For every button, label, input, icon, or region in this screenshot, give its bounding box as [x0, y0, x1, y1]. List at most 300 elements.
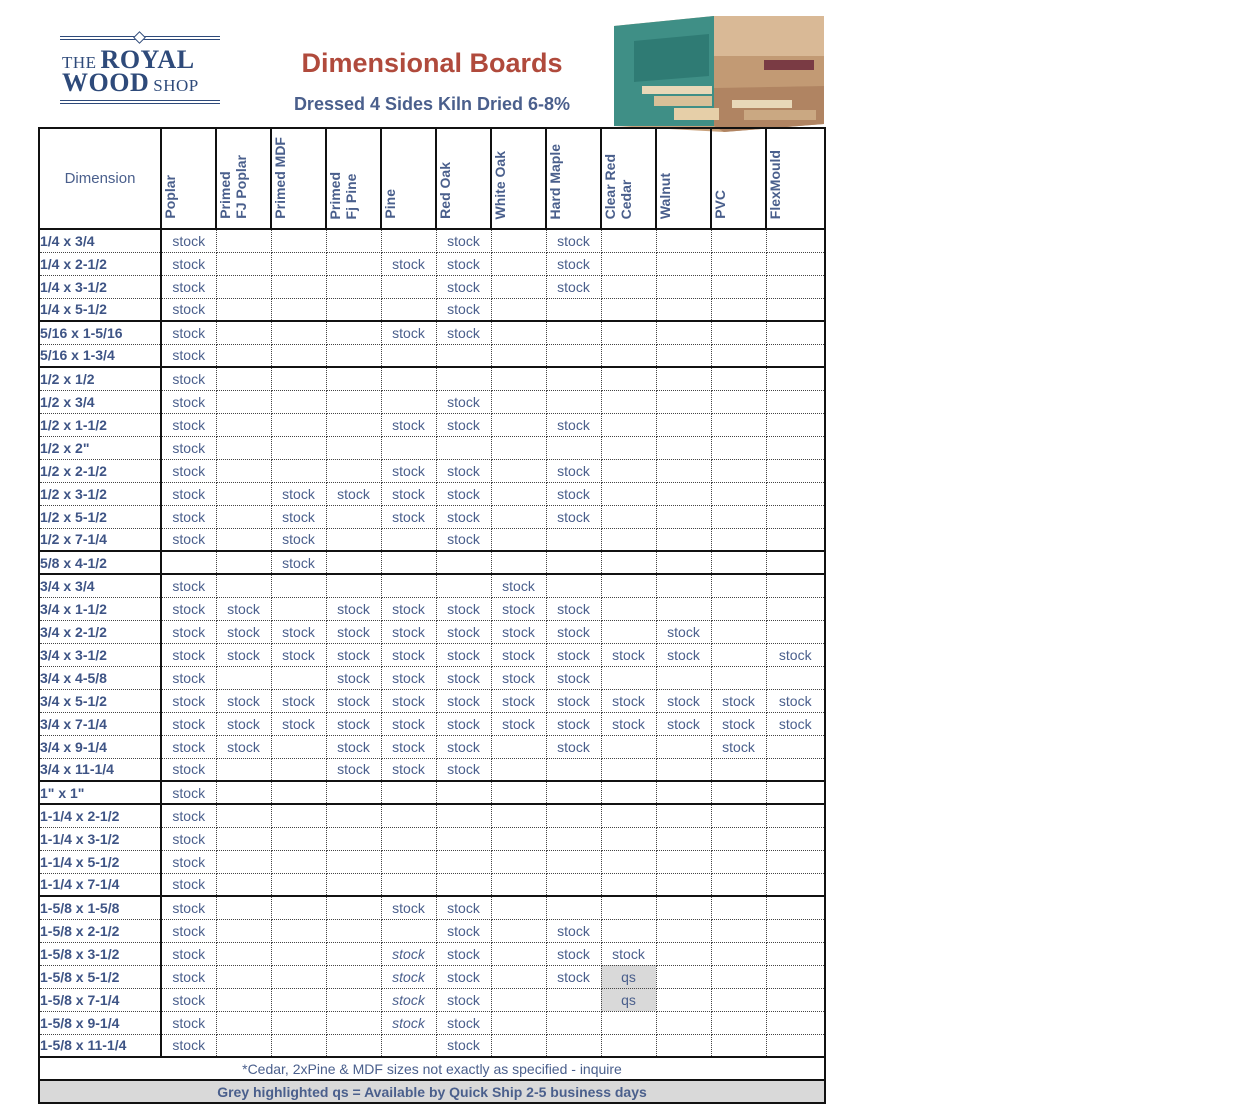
- stock-cell: [546, 574, 601, 597]
- stock-cell: [656, 1034, 711, 1057]
- stock-cell: [601, 827, 656, 850]
- stock-cell: [326, 827, 381, 850]
- table-row: [39, 689, 825, 712]
- stock-cell: [491, 482, 546, 505]
- stock-cell: [601, 344, 656, 367]
- stock-cell: [711, 505, 766, 528]
- dimension-cell: 1-1/4 x 3-1/2: [39, 827, 161, 850]
- stock-cell: stock: [161, 666, 216, 689]
- stock-cell: [711, 758, 766, 781]
- stock-cell: [161, 551, 216, 574]
- stock-cell: stock: [546, 919, 601, 942]
- dimension-cell: 5/16 x 1-5/16: [39, 321, 161, 344]
- stock-cell: [656, 666, 711, 689]
- stock-cell: stock: [491, 597, 546, 620]
- stock-cell: stock: [436, 1011, 491, 1034]
- stock-cell: stock: [381, 965, 436, 988]
- stock-cell: stock: [161, 275, 216, 298]
- dimension-cell: 1-5/8 x 7-1/4: [39, 988, 161, 1011]
- stock-cell: [546, 298, 601, 321]
- logo-row2: [62, 68, 199, 98]
- stock-cell: stock: [546, 942, 601, 965]
- stock-cell: [271, 459, 326, 482]
- dimension-header: Dimension: [39, 128, 161, 229]
- stock-cell: [436, 574, 491, 597]
- table-row: [39, 413, 825, 436]
- stock-cell: stock: [161, 965, 216, 988]
- stock-cell: stock: [161, 252, 216, 275]
- wood-boards-image: [614, 16, 824, 132]
- note-row: [39, 1057, 825, 1080]
- stock-cell: [766, 1011, 825, 1034]
- dimension-cell: 1/2 x 3-1/2: [39, 482, 161, 505]
- dimension-cell: 5/16 x 1-3/4: [39, 344, 161, 367]
- stock-cell: [216, 758, 271, 781]
- stock-cell: [326, 252, 381, 275]
- stock-cell: [711, 666, 766, 689]
- stock-cell: stock: [161, 689, 216, 712]
- stock-cell: [381, 275, 436, 298]
- stock-cell: [601, 919, 656, 942]
- stock-cell: [711, 482, 766, 505]
- table-row: [39, 229, 825, 252]
- stock-cell: [271, 413, 326, 436]
- stock-cell: [216, 804, 271, 827]
- stock-cell: [656, 390, 711, 413]
- stock-cell: [271, 597, 326, 620]
- stock-cell: stock: [381, 666, 436, 689]
- dimension-cell: 1/2 x 1-1/2: [39, 413, 161, 436]
- stock-cell: [491, 758, 546, 781]
- stock-cell: [326, 367, 381, 390]
- species-header: [546, 128, 601, 229]
- stock-cell: [711, 1011, 766, 1034]
- stock-cell: stock: [546, 712, 601, 735]
- stock-cell: [766, 413, 825, 436]
- species-header: [326, 128, 381, 229]
- species-label: Walnut: [657, 172, 673, 219]
- stock-cell: [546, 896, 601, 919]
- stock-cell: [381, 367, 436, 390]
- species-header: [766, 128, 825, 229]
- stock-cell: stock: [436, 666, 491, 689]
- stock-cell: stock: [161, 505, 216, 528]
- table-row: [39, 367, 825, 390]
- stock-cell: [381, 551, 436, 574]
- stock-cell: stock: [601, 643, 656, 666]
- stock-cell: stock: [271, 689, 326, 712]
- stock-cell: [711, 436, 766, 459]
- stock-cell: [216, 919, 271, 942]
- stock-cell: [216, 1034, 271, 1057]
- table-row: [39, 850, 825, 873]
- stock-cell: [601, 850, 656, 873]
- dimension-cell: 1/4 x 2-1/2: [39, 252, 161, 275]
- stock-cell: stock: [711, 735, 766, 758]
- dimension-cell: 1/2 x 5-1/2: [39, 505, 161, 528]
- stock-cell: [656, 735, 711, 758]
- stock-cell: [491, 988, 546, 1011]
- stock-cell: stock: [161, 873, 216, 896]
- stock-cell: [601, 597, 656, 620]
- stock-cell: [656, 229, 711, 252]
- table-row: [39, 505, 825, 528]
- stock-cell: [601, 896, 656, 919]
- stock-cell: stock: [601, 942, 656, 965]
- table-row: [39, 1034, 825, 1057]
- stock-cell: [711, 275, 766, 298]
- stock-cell: [491, 459, 546, 482]
- dimension-cell: 3/4 x 2-1/2: [39, 620, 161, 643]
- table-body: [39, 229, 825, 1057]
- stock-cell: [656, 804, 711, 827]
- stock-cell: stock: [161, 988, 216, 1011]
- stock-cell: [326, 850, 381, 873]
- stock-cell: [491, 551, 546, 574]
- species-label: PVC: [712, 190, 728, 219]
- stock-cell: stock: [216, 735, 271, 758]
- stock-cell: stock: [601, 689, 656, 712]
- stock-cell: [656, 505, 711, 528]
- species-header: [161, 128, 216, 229]
- stock-cell: [271, 988, 326, 1011]
- stock-cell: stock: [381, 712, 436, 735]
- stock-cell: [271, 850, 326, 873]
- stock-cell: [381, 390, 436, 413]
- stock-cell: [656, 850, 711, 873]
- stock-cell: [766, 758, 825, 781]
- stock-cell: [656, 873, 711, 896]
- species-header: [491, 128, 546, 229]
- table-row: [39, 965, 825, 988]
- dimension-table: [38, 127, 826, 1104]
- stock-cell: [381, 919, 436, 942]
- stock-cell: [601, 413, 656, 436]
- stock-cell: stock: [216, 597, 271, 620]
- stock-cell: [216, 551, 271, 574]
- stock-cell: stock: [436, 896, 491, 919]
- stock-cell: [766, 666, 825, 689]
- dimension-cell: 3/4 x 5-1/2: [39, 689, 161, 712]
- stock-cell: [326, 942, 381, 965]
- table-row: [39, 988, 825, 1011]
- stock-cell: [656, 965, 711, 988]
- table-row: [39, 275, 825, 298]
- dimension-cell: 3/4 x 4-5/8: [39, 666, 161, 689]
- dimension-cell: 1/2 x 7-1/4: [39, 528, 161, 551]
- stock-cell: stock: [326, 689, 381, 712]
- quickship-row: [39, 1080, 825, 1103]
- stock-cell: [601, 735, 656, 758]
- stock-cell: [326, 528, 381, 551]
- stock-cell: [326, 1034, 381, 1057]
- stock-cell: [271, 735, 326, 758]
- stock-cell: [711, 988, 766, 1011]
- stock-cell: [766, 735, 825, 758]
- stock-cell: stock: [436, 942, 491, 965]
- table-row: [39, 390, 825, 413]
- stock-cell: [656, 1011, 711, 1034]
- stock-cell: [491, 275, 546, 298]
- stock-cell: [216, 252, 271, 275]
- stock-cell: [766, 275, 825, 298]
- stock-cell: [601, 367, 656, 390]
- stock-cell: [656, 367, 711, 390]
- stock-cell: [546, 436, 601, 459]
- stock-cell: stock: [656, 620, 711, 643]
- stock-cell: stock: [161, 413, 216, 436]
- stock-cell: [711, 459, 766, 482]
- stock-cell: [491, 896, 546, 919]
- stock-cell: [656, 413, 711, 436]
- stock-cell: stock: [491, 620, 546, 643]
- stock-cell: stock: [161, 643, 216, 666]
- stock-cell: [271, 873, 326, 896]
- stock-cell: stock: [436, 298, 491, 321]
- table-row: [39, 896, 825, 919]
- stock-cell: stock: [381, 942, 436, 965]
- stock-cell: [326, 459, 381, 482]
- stock-cell: [326, 413, 381, 436]
- stock-cell: [711, 344, 766, 367]
- stock-cell: [216, 344, 271, 367]
- stock-cell: [601, 298, 656, 321]
- stock-cell: stock: [381, 689, 436, 712]
- stock-cell: [216, 459, 271, 482]
- dimension-cell: 1-5/8 x 5-1/2: [39, 965, 161, 988]
- stock-cell: stock: [546, 413, 601, 436]
- stock-cell: stock: [326, 712, 381, 735]
- table-row: [39, 827, 825, 850]
- stock-cell: [601, 1011, 656, 1034]
- stock-cell: [656, 942, 711, 965]
- dimension-cell: 3/4 x 3-1/2: [39, 643, 161, 666]
- stock-cell: [601, 252, 656, 275]
- dimension-cell: 3/4 x 9-1/4: [39, 735, 161, 758]
- stock-cell: [711, 321, 766, 344]
- stock-cell: stock: [656, 712, 711, 735]
- logo-rule: [60, 100, 220, 101]
- stock-cell: [216, 436, 271, 459]
- stock-cell: stock: [161, 436, 216, 459]
- dimension-cell: 3/4 x 3/4: [39, 574, 161, 597]
- stock-cell: [766, 965, 825, 988]
- stock-cell: [326, 919, 381, 942]
- stock-cell: [656, 781, 711, 804]
- stock-cell: stock: [161, 850, 216, 873]
- stock-cell: [766, 229, 825, 252]
- dimension-cell: 1/2 x 2": [39, 436, 161, 459]
- table-row: [39, 712, 825, 735]
- stock-cell: [711, 850, 766, 873]
- stock-cell: stock: [161, 827, 216, 850]
- table-row: [39, 666, 825, 689]
- stock-cell: [601, 275, 656, 298]
- stock-cell: [711, 413, 766, 436]
- stock-cell: [216, 528, 271, 551]
- stock-cell: [711, 298, 766, 321]
- stock-cell: [711, 804, 766, 827]
- stock-cell: [381, 873, 436, 896]
- stock-cell: [326, 298, 381, 321]
- dimension-cell: 1/2 x 2-1/2: [39, 459, 161, 482]
- stock-cell: [216, 850, 271, 873]
- logo-royal: ROYAL: [100, 45, 195, 74]
- stock-cell: [711, 229, 766, 252]
- stock-cell: stock: [546, 643, 601, 666]
- dimension-cell: 1/2 x 1/2: [39, 367, 161, 390]
- stock-cell: [216, 413, 271, 436]
- stock-cell: stock: [436, 482, 491, 505]
- table-row: [39, 459, 825, 482]
- species-header: [656, 128, 711, 229]
- stock-cell: qs: [601, 965, 656, 988]
- stock-cell: [271, 666, 326, 689]
- stock-cell: [766, 597, 825, 620]
- table-row: [39, 321, 825, 344]
- stock-cell: [436, 367, 491, 390]
- stock-cell: stock: [161, 620, 216, 643]
- stock-cell: [766, 574, 825, 597]
- stock-cell: [601, 1034, 656, 1057]
- stock-cell: [491, 781, 546, 804]
- stock-cell: [271, 367, 326, 390]
- stock-cell: [601, 551, 656, 574]
- stock-cell: [766, 804, 825, 827]
- stock-cell: stock: [161, 942, 216, 965]
- stock-cell: [766, 919, 825, 942]
- stock-cell: [766, 459, 825, 482]
- logo-diamond-icon: [133, 31, 146, 44]
- stock-cell: stock: [436, 229, 491, 252]
- stock-cell: [656, 275, 711, 298]
- stock-cell: [326, 1011, 381, 1034]
- stock-cell: [216, 390, 271, 413]
- stock-cell: qs: [601, 988, 656, 1011]
- page-title: Dimensional Boards: [301, 48, 563, 78]
- stock-cell: [546, 344, 601, 367]
- stock-cell: [491, 942, 546, 965]
- stock-cell: [436, 850, 491, 873]
- table-row: [39, 298, 825, 321]
- stock-cell: [766, 528, 825, 551]
- stock-cell: stock: [216, 712, 271, 735]
- table-row: [39, 873, 825, 896]
- stock-cell: [601, 390, 656, 413]
- dimension-cell: 1/4 x 5-1/2: [39, 298, 161, 321]
- stock-cell: [436, 344, 491, 367]
- dimension-cell: 1-1/4 x 5-1/2: [39, 850, 161, 873]
- stock-cell: stock: [161, 712, 216, 735]
- stock-cell: [711, 252, 766, 275]
- stock-cell: [326, 574, 381, 597]
- stock-cell: [381, 574, 436, 597]
- footnote: *Cedar, 2xPine & MDF sizes not exactly as specified - inquire: [39, 1057, 825, 1080]
- stock-cell: [766, 1034, 825, 1057]
- stock-cell: [326, 275, 381, 298]
- dimension-cell: 1" x 1": [39, 781, 161, 804]
- dimension-cell: 1-5/8 x 1-5/8: [39, 896, 161, 919]
- logo-the: THE: [62, 53, 97, 72]
- stock-cell: [491, 919, 546, 942]
- stock-cell: [546, 1011, 601, 1034]
- dimension-cell: 1/4 x 3/4: [39, 229, 161, 252]
- table-row: [39, 919, 825, 942]
- stock-cell: [271, 344, 326, 367]
- stock-cell: [436, 804, 491, 827]
- stock-cell: stock: [271, 528, 326, 551]
- stock-cell: [766, 252, 825, 275]
- stock-cell: [546, 758, 601, 781]
- stock-cell: [656, 252, 711, 275]
- stock-cell: stock: [216, 689, 271, 712]
- species-header: [711, 128, 766, 229]
- stock-cell: [766, 505, 825, 528]
- table-header-row: [39, 128, 825, 229]
- stock-cell: [766, 850, 825, 873]
- stock-cell: stock: [271, 505, 326, 528]
- stock-cell: [601, 436, 656, 459]
- stock-cell: [656, 551, 711, 574]
- stock-cell: [326, 229, 381, 252]
- stock-cell: [601, 781, 656, 804]
- stock-cell: stock: [381, 597, 436, 620]
- stock-cell: [601, 482, 656, 505]
- stock-cell: [326, 344, 381, 367]
- stock-cell: [271, 1034, 326, 1057]
- stock-cell: [766, 620, 825, 643]
- stock-cell: stock: [326, 643, 381, 666]
- stock-cell: [546, 850, 601, 873]
- stock-cell: [271, 804, 326, 827]
- stock-cell: stock: [381, 620, 436, 643]
- stock-cell: [326, 321, 381, 344]
- stock-cell: [656, 528, 711, 551]
- stock-cell: stock: [161, 758, 216, 781]
- stock-cell: [766, 988, 825, 1011]
- stock-cell: [601, 229, 656, 252]
- stock-cell: [656, 827, 711, 850]
- stock-cell: [546, 804, 601, 827]
- species-label: FlexMould: [767, 149, 783, 219]
- stock-cell: [766, 436, 825, 459]
- stock-cell: stock: [161, 367, 216, 390]
- stock-cell: stock: [546, 735, 601, 758]
- stock-cell: [381, 229, 436, 252]
- stock-cell: stock: [161, 229, 216, 252]
- stock-cell: [216, 574, 271, 597]
- table-row: [39, 804, 825, 827]
- stock-cell: stock: [436, 252, 491, 275]
- stock-cell: [216, 965, 271, 988]
- stock-cell: stock: [436, 988, 491, 1011]
- stock-cell: stock: [656, 689, 711, 712]
- stock-cell: [326, 896, 381, 919]
- stock-cell: [326, 436, 381, 459]
- stock-cell: [271, 229, 326, 252]
- stock-cell: stock: [546, 620, 601, 643]
- stock-cell: stock: [381, 735, 436, 758]
- stock-cell: stock: [216, 643, 271, 666]
- stock-cell: stock: [161, 735, 216, 758]
- stock-cell: stock: [546, 275, 601, 298]
- stock-cell: stock: [436, 528, 491, 551]
- stock-cell: stock: [436, 643, 491, 666]
- stock-cell: [436, 551, 491, 574]
- stock-cell: [491, 850, 546, 873]
- stock-cell: [271, 252, 326, 275]
- table-row: [39, 781, 825, 804]
